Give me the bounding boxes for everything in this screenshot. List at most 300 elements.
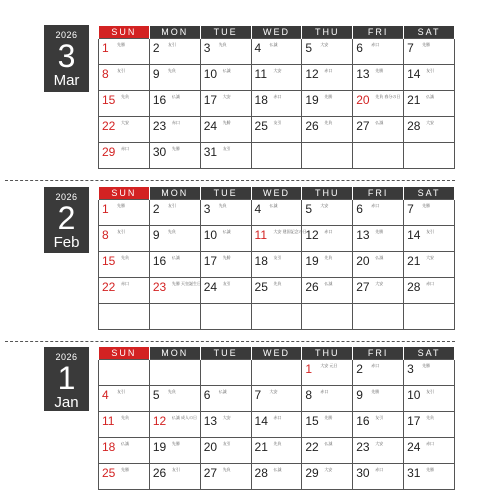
day-number: 2 xyxy=(152,202,160,216)
day-cell xyxy=(200,39,251,65)
day-note: 先勝 xyxy=(171,441,180,446)
day-number: 24 xyxy=(203,119,218,133)
day-cell xyxy=(200,386,251,412)
day-cell xyxy=(302,39,353,65)
day-cell xyxy=(99,278,150,304)
day-cell xyxy=(302,464,353,490)
day-number: 19 xyxy=(305,93,319,107)
day-number: 31 xyxy=(407,466,421,480)
day-note: 先負 xyxy=(121,255,129,260)
day-note: 先負 xyxy=(324,120,333,125)
weekday-header-wed: WED xyxy=(251,26,302,39)
day-cell xyxy=(302,117,353,143)
dashed-divider xyxy=(5,341,455,342)
weekday-header-sat: SAT xyxy=(404,26,455,39)
day-note: 先勝 xyxy=(375,229,384,234)
day-cell xyxy=(99,252,150,278)
day-cell xyxy=(251,200,302,226)
weekday-header-row xyxy=(99,187,455,200)
day-cell xyxy=(251,39,302,65)
day-note: 赤口 xyxy=(426,441,435,446)
day-number: 24 xyxy=(407,440,421,454)
day-number: 7 xyxy=(407,41,414,55)
day-note: 赤口 xyxy=(371,203,380,208)
day-number: 21 xyxy=(407,93,421,107)
weekday-header-row xyxy=(99,26,455,39)
day-note: 大安 xyxy=(222,415,231,420)
day-cell xyxy=(404,278,455,304)
week-row xyxy=(99,143,455,169)
day-cell xyxy=(302,226,353,252)
day-number: 8 xyxy=(305,388,313,402)
day-note: 赤口 xyxy=(371,363,380,368)
month-abbr: Feb xyxy=(53,234,80,251)
day-cell xyxy=(353,39,404,65)
day-note: 先負 xyxy=(218,42,227,47)
day-number: 3 xyxy=(407,362,414,376)
weekday-header-fri: FRI xyxy=(353,187,404,200)
day-cell xyxy=(99,386,150,412)
day-number: 19 xyxy=(152,440,167,454)
weekday-header-sun: SUN xyxy=(99,187,150,200)
day-number: 3 xyxy=(203,202,211,216)
day-cell xyxy=(149,117,200,143)
day-note: 友引 xyxy=(222,441,231,446)
day-cell xyxy=(251,464,302,490)
day-cell xyxy=(353,278,404,304)
day-cell xyxy=(251,304,302,330)
day-note: 友引 xyxy=(117,229,125,234)
day-note: 仏滅 xyxy=(375,120,384,125)
day-note: 先勝 xyxy=(422,42,431,47)
day-cell xyxy=(149,438,200,464)
day-note: 大安 元日 xyxy=(320,363,338,368)
week-row xyxy=(99,304,455,330)
day-note: 先負 xyxy=(273,281,282,286)
day-note: 赤口 xyxy=(273,94,282,99)
day-number: 26 xyxy=(305,119,319,133)
day-note: 仏滅 成人の日 xyxy=(171,415,197,420)
day-cell xyxy=(251,117,302,143)
day-cell xyxy=(404,200,455,226)
day-number: 26 xyxy=(152,466,167,480)
day-cell xyxy=(200,438,251,464)
day-cell xyxy=(302,412,353,438)
day-cell xyxy=(302,252,353,278)
day-cell xyxy=(251,143,302,169)
month-block-february xyxy=(0,187,90,337)
day-number: 16 xyxy=(152,254,167,268)
day-note: 先勝 xyxy=(117,203,125,208)
day-cell xyxy=(200,65,251,91)
day-number: 26 xyxy=(305,280,319,294)
day-cell xyxy=(200,252,251,278)
day-note: 赤口 xyxy=(324,229,333,234)
day-note: 先勝 xyxy=(324,415,333,420)
day-cell xyxy=(353,117,404,143)
day-note: 先負 xyxy=(121,94,129,99)
day-number: 9 xyxy=(152,67,160,81)
day-cell xyxy=(200,226,251,252)
day-note: 先勝 天皇誕生日 xyxy=(171,281,201,286)
calendar-grid xyxy=(98,347,455,490)
day-note: 仏滅 xyxy=(324,441,333,446)
day-cell xyxy=(99,39,150,65)
day-note: 先負 xyxy=(273,441,282,446)
day-cell xyxy=(99,200,150,226)
day-number: 4 xyxy=(254,41,262,55)
day-note: 大安 xyxy=(121,120,129,125)
day-number: 12 xyxy=(305,67,319,81)
day-number: 9 xyxy=(152,228,160,242)
day-number: 1 xyxy=(102,202,109,216)
month-block-january xyxy=(0,347,90,497)
day-note: 仏滅 xyxy=(222,68,231,73)
day-note: 友引 xyxy=(375,415,384,420)
day-cell xyxy=(149,65,200,91)
day-note: 友引 xyxy=(222,281,231,286)
day-number: 29 xyxy=(305,466,319,480)
day-note: 仏滅 xyxy=(171,94,180,99)
day-number: 1 xyxy=(102,41,109,55)
week-row xyxy=(99,39,455,65)
day-cell xyxy=(99,117,150,143)
day-cell xyxy=(149,200,200,226)
day-note: 仏滅 xyxy=(269,42,278,47)
day-cell xyxy=(251,278,302,304)
day-number: 11 xyxy=(102,414,115,428)
day-number: 25 xyxy=(102,466,116,480)
day-cell xyxy=(353,143,404,169)
week-row xyxy=(99,386,455,412)
day-cell xyxy=(200,464,251,490)
day-cell xyxy=(149,91,200,117)
weekday-header-mon: MON xyxy=(149,187,200,200)
day-cell xyxy=(404,117,455,143)
day-cell xyxy=(200,143,251,169)
calendar-grid xyxy=(98,187,455,330)
day-cell xyxy=(200,200,251,226)
day-note: 先勝 xyxy=(375,68,384,73)
day-note: 友引 xyxy=(426,389,435,394)
day-cell xyxy=(251,226,307,252)
day-note: 先負 xyxy=(167,68,176,73)
day-number: 8 xyxy=(102,67,109,81)
day-note: 先負 春分の日 xyxy=(375,94,401,99)
day-cell xyxy=(99,412,150,438)
day-note: 先負 xyxy=(426,415,435,420)
day-number: 13 xyxy=(203,414,218,428)
day-note: 先勝 xyxy=(422,203,431,208)
day-cell xyxy=(302,200,353,226)
day-cell xyxy=(251,438,302,464)
day-number: 18 xyxy=(254,93,268,107)
weekday-header-thu: THU xyxy=(302,187,353,200)
day-cell xyxy=(302,304,353,330)
day-cell xyxy=(353,412,404,438)
day-number: 3 xyxy=(203,41,211,55)
day-number: 22 xyxy=(102,119,116,133)
day-cell xyxy=(404,252,455,278)
month-number: 1 xyxy=(57,360,76,396)
day-note: 友引 xyxy=(167,203,176,208)
day-cell xyxy=(353,386,404,412)
day-number: 6 xyxy=(203,388,211,402)
day-cell xyxy=(149,278,200,304)
month-number: 2 xyxy=(57,200,76,236)
day-note: 仏滅 xyxy=(324,281,333,286)
day-cell xyxy=(149,143,200,169)
weekday-header-fri: FRI xyxy=(353,347,404,360)
week-row xyxy=(99,278,455,304)
day-note: 仏滅 xyxy=(269,203,278,208)
day-cell xyxy=(99,226,150,252)
week-row xyxy=(99,117,455,143)
day-number: 2 xyxy=(152,41,160,55)
day-cell xyxy=(404,304,455,330)
day-note: 赤口 xyxy=(324,68,333,73)
day-cell xyxy=(404,143,455,169)
day-cell xyxy=(353,464,404,490)
day-note: 仏滅 xyxy=(171,255,180,260)
weekday-header-sun: SUN xyxy=(99,347,150,360)
day-note: 赤口 xyxy=(375,467,384,472)
day-number: 21 xyxy=(254,440,268,454)
weekday-header-sat: SAT xyxy=(404,187,455,200)
day-number: 13 xyxy=(356,228,370,242)
month-badge xyxy=(44,25,89,92)
day-number: 5 xyxy=(305,41,313,55)
week-row xyxy=(99,252,455,278)
day-cell xyxy=(149,304,200,330)
day-cell xyxy=(200,360,251,386)
day-number: 20 xyxy=(356,93,370,107)
day-note: 先勝 xyxy=(422,363,431,368)
day-number: 16 xyxy=(356,414,370,428)
day-note: 先勝 xyxy=(371,389,380,394)
day-cell xyxy=(149,226,200,252)
day-number: 23 xyxy=(152,119,167,133)
day-cell xyxy=(353,200,404,226)
day-cell xyxy=(302,360,353,386)
day-number: 8 xyxy=(102,228,109,242)
day-cell xyxy=(200,91,251,117)
day-number: 24 xyxy=(203,280,218,294)
day-number: 22 xyxy=(102,280,116,294)
week-row xyxy=(99,360,455,386)
day-number: 30 xyxy=(152,145,167,159)
day-cell xyxy=(149,360,200,386)
day-number: 10 xyxy=(203,67,218,81)
day-number: 12 xyxy=(305,228,319,242)
day-note: 赤口 xyxy=(121,281,129,286)
day-cell xyxy=(251,91,302,117)
day-number: 27 xyxy=(356,280,370,294)
day-note: 先勝 xyxy=(121,467,129,472)
day-number: 15 xyxy=(305,414,319,428)
month-number: 3 xyxy=(57,38,76,74)
day-number: 13 xyxy=(356,67,370,81)
day-number: 6 xyxy=(356,202,363,216)
day-cell xyxy=(302,91,353,117)
weekday-header-wed: WED xyxy=(251,347,302,360)
day-note: 大安 xyxy=(375,441,384,446)
day-cell xyxy=(404,360,455,386)
week-row xyxy=(99,91,455,117)
day-cell xyxy=(99,464,150,490)
weekday-header-mon: MON xyxy=(149,26,200,39)
calendar-grid xyxy=(98,26,455,169)
day-number: 10 xyxy=(203,228,218,242)
day-number: 27 xyxy=(356,119,370,133)
day-cell xyxy=(302,278,353,304)
day-note: 友引 xyxy=(426,229,435,234)
day-number: 17 xyxy=(203,93,218,107)
day-note: 赤口 xyxy=(121,146,129,151)
day-number: 1 xyxy=(305,362,313,376)
day-number: 22 xyxy=(305,440,319,454)
day-note: 大安 xyxy=(320,203,329,208)
day-note: 先勝 xyxy=(171,146,180,151)
day-note: 仏滅 xyxy=(375,255,384,260)
day-note: 友引 xyxy=(171,467,180,472)
day-note: 友引 xyxy=(167,42,176,47)
day-note: 仏滅 xyxy=(121,441,129,446)
day-note: 先負 xyxy=(167,389,176,394)
day-number: 5 xyxy=(152,388,160,402)
day-cell xyxy=(99,360,150,386)
day-number: 2 xyxy=(356,362,363,376)
day-cell xyxy=(99,65,150,91)
day-cell xyxy=(404,39,455,65)
month-block-march xyxy=(0,25,90,175)
day-note: 先勝 xyxy=(426,467,435,472)
day-note: 先勝 xyxy=(324,94,333,99)
day-cell xyxy=(149,386,200,412)
day-note: 仏滅 xyxy=(222,229,231,234)
day-cell xyxy=(99,438,150,464)
day-cell xyxy=(302,386,353,412)
day-number: 28 xyxy=(254,466,268,480)
day-number: 29 xyxy=(102,145,116,159)
day-number: 30 xyxy=(356,466,370,480)
day-note: 友引 xyxy=(117,389,125,394)
day-note: 赤口 xyxy=(273,415,282,420)
day-cell xyxy=(302,438,353,464)
month-abbr: Jan xyxy=(54,394,79,411)
day-note: 大安 xyxy=(426,255,435,260)
day-cell xyxy=(404,91,455,117)
day-cell xyxy=(404,464,455,490)
day-note: 先負 xyxy=(218,203,227,208)
day-note: 先勝 xyxy=(222,255,231,260)
day-number: 31 xyxy=(203,145,218,159)
day-number: 5 xyxy=(305,202,313,216)
week-row xyxy=(99,226,455,252)
week-row xyxy=(99,200,455,226)
day-number: 7 xyxy=(407,202,414,216)
day-number: 10 xyxy=(407,388,421,402)
day-cell xyxy=(200,412,251,438)
weekday-header-thu: THU xyxy=(302,347,353,360)
year-label: 2026 xyxy=(55,192,78,202)
week-row xyxy=(99,438,455,464)
day-note: 赤口 xyxy=(320,389,329,394)
day-note: 友引 xyxy=(426,68,435,73)
day-note: 大安 xyxy=(269,389,278,394)
day-cell xyxy=(302,65,353,91)
year-label: 2026 xyxy=(55,352,78,362)
weekday-header-tue: TUE xyxy=(200,347,251,360)
dashed-divider xyxy=(5,180,455,181)
day-cell xyxy=(404,65,455,91)
day-number: 14 xyxy=(407,67,421,81)
day-number: 25 xyxy=(254,119,268,133)
day-number: 23 xyxy=(152,280,167,294)
day-number: 17 xyxy=(407,414,421,428)
day-note: 大安 xyxy=(375,281,384,286)
day-number: 4 xyxy=(102,388,109,402)
day-cell xyxy=(404,412,455,438)
day-note: 赤口 xyxy=(426,281,435,286)
day-cell xyxy=(404,386,455,412)
day-note: 友引 xyxy=(273,120,282,125)
day-cell xyxy=(149,252,200,278)
day-note: 大安 xyxy=(273,68,282,73)
day-cell xyxy=(149,39,200,65)
day-note: 大安 xyxy=(324,467,333,472)
day-note: 赤口 xyxy=(171,120,180,125)
day-cell xyxy=(353,226,404,252)
month-badge xyxy=(44,187,89,253)
day-cell xyxy=(353,360,404,386)
day-number: 19 xyxy=(305,254,319,268)
day-note: 先負 xyxy=(324,255,333,260)
day-note: 大安 xyxy=(222,94,231,99)
day-cell xyxy=(200,304,251,330)
day-cell xyxy=(149,412,200,438)
day-number: 16 xyxy=(152,93,167,107)
day-number: 7 xyxy=(254,388,262,402)
day-number: 28 xyxy=(407,280,421,294)
day-cell xyxy=(353,304,404,330)
day-cell xyxy=(404,226,455,252)
day-number: 15 xyxy=(102,93,116,107)
day-cell xyxy=(251,360,302,386)
day-cell xyxy=(353,65,404,91)
month-badge xyxy=(44,347,89,411)
day-cell xyxy=(99,143,150,169)
day-number: 18 xyxy=(254,254,268,268)
day-number: 6 xyxy=(356,41,363,55)
weekday-header-row xyxy=(99,347,455,360)
weekday-header-fri: FRI xyxy=(353,26,404,39)
day-number: 21 xyxy=(407,254,421,268)
weekday-header-tue: TUE xyxy=(200,26,251,39)
day-note: 大安 建国記念の日 xyxy=(273,229,307,234)
day-number: 14 xyxy=(407,228,421,242)
day-number: 11 xyxy=(254,228,267,242)
day-note: 先負 xyxy=(222,467,231,472)
day-note: 大安 xyxy=(426,120,435,125)
day-number: 20 xyxy=(203,440,218,454)
day-cell xyxy=(251,412,302,438)
day-cell xyxy=(99,91,150,117)
day-cell xyxy=(353,91,404,117)
weekday-header-wed: WED xyxy=(251,187,302,200)
day-number: 4 xyxy=(254,202,262,216)
day-note: 先勝 xyxy=(222,120,231,125)
